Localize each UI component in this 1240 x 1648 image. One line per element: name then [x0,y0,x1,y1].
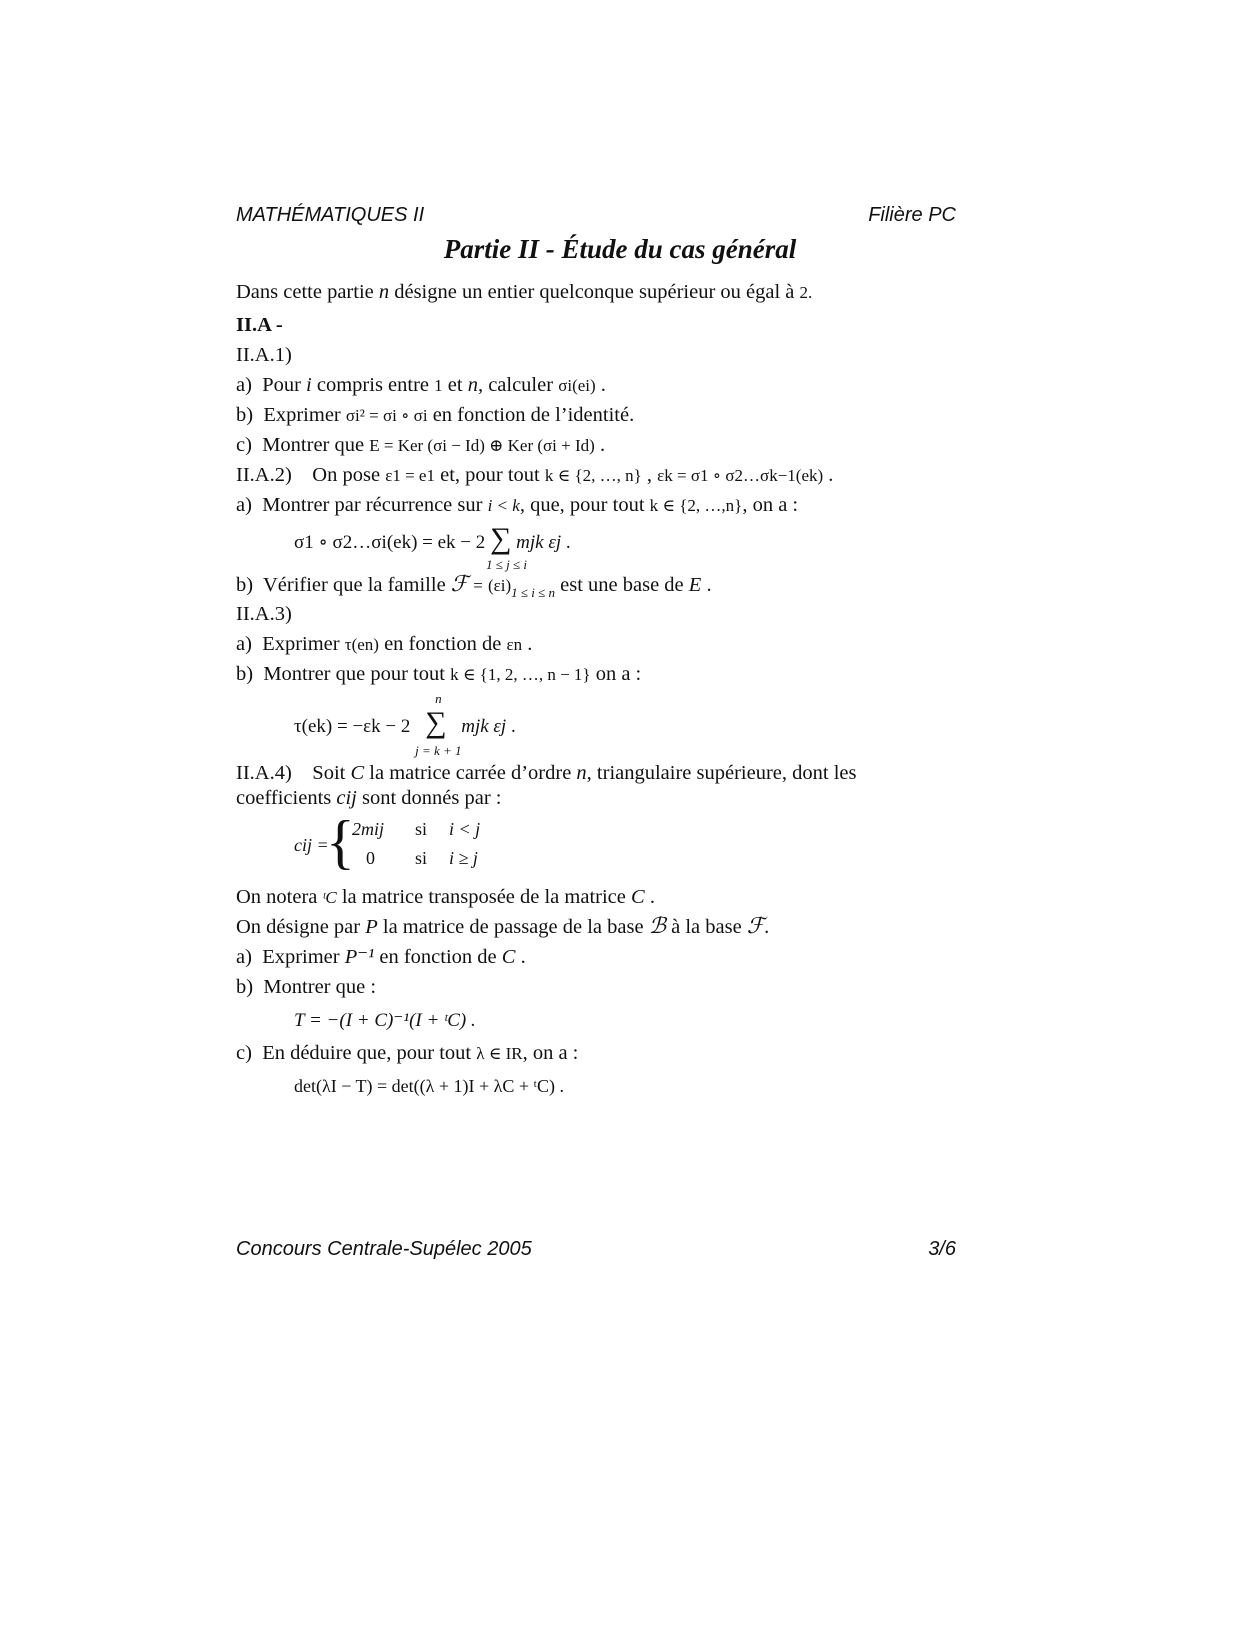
formula: σi(ei) [558,376,596,395]
question-label-1: II.A.1) [236,344,292,366]
exam-page: MATHÉMATIQUES II Filière PC Partie II - Étude du cas général Dans cette partie n désigne un entier quelconque supérieur ou égal à 2. II.A - II.A.1) a) Pour i compris entre 1 et n, calculer σi(ei) . b) Exprimer σi² = σi ∘ σi en fonction de l’identité. c) Montrer que E = Ker (σi − Id) ⊕ Ker (σi + Id) . II.A.2) On pose ε1 = e1 et, pour tout k ∈ {2, …, n} , εk = σ1 ∘ σ2…σk−1(ek) . a) Montrer par récurrence sur i < k, que, pour tout k ∈ {2, …,n}, on a : σ1 ∘ σ2…σi(ek) = ek − 2 ∑ 1 ≤ j ≤ i mjk εj . b) Vérifier que la famille ℱ = $(\varepsilon i)_{1 \le i \le n}$ est une base de E . II.A.3) a) Exprimer τ(en) en fonction de εn . b) Montrer que pour tout k ∈ {1, 2, …, n − 1} on a : τ(ek) = −εk − 2 ∑ n j = k + 1 mjk εj . II.A.4) Soit C la matrice carrée d’ordre n, triangulaire supérieure, dont les coefficients cij sont donnés par : cij = { 2mij si i < j 0 si i ≥ j On notera ᵗC la matrice transposée de la matrice C . On désigne par P la matrice de passage de la base ℬ à la base ℱ. a) Exprimer P⁻¹ en fonction de C . b) Montrer que : T = −(I + C)⁻¹(I + ᵗC) . c) En déduire que, pour tout λ ∈ IR, on a : det(λI − T) = det((λ + 1)I + λC + ᵗC) . Concours Centrale-Supélec 2005 3/6 [0,0,1240,1648]
family-f-symbol: ℱ [450,572,469,597]
header-subject: MATHÉMATIQUES II [236,204,425,226]
question-4a: a) Exprimer P⁻¹ en fonction de C . [236,946,526,968]
intro-line: Dans cette partie n désigne un entier quelconque supérieur ou égal à 2. [236,281,813,303]
question-3a: a) Exprimer τ(en) en fonction de εn . [236,633,533,655]
formula-2a: σ1 ∘ σ2…σi(ek) = ek − 2 ∑ 1 ≤ j ≤ i mjk εj . [294,522,571,572]
note-transpose: On notera ᵗC la matrice transposée de la matrice C . [236,886,655,908]
question-1a: a) Pour i compris entre 1 et n, calculer σi(ei) . [236,374,606,396]
question-4b: b) Montrer que : [236,976,377,998]
formula-4c: det(λI − T) = det((λ + 1)I + λC + ᵗC) . [294,1076,564,1096]
question-2b: b) Vérifier que la famille ℱ = $(\varepsilon i)_{1 \le i \le n}$ est une base de E . [236,572,712,600]
basis-b-symbol: ℬ [648,914,666,939]
question-1c: c) Montrer que E = Ker (σi − Id) ⊕ Ker (σi + Id) . [236,434,606,456]
question-label-3: II.A.3) [236,603,292,625]
question-label-2: II.A.2) On pose ε1 = e1 et, pour tout k ∈ {2, …, n} , εk = σ1 ∘ σ2…σk−1(ek) . [236,464,834,486]
question-label-4: II.A.4) Soit C la matrice carrée d’ordre n, triangulaire supérieure, dont les [236,762,857,784]
formula: E = Ker (σi − Id) ⊕ Ker (σi + Id) [369,436,595,455]
question-4c: c) En déduire que, pour tout λ ∈ IR, on a : [236,1042,579,1064]
part-title: Partie II - Étude du cas général [443,234,797,264]
question-2a: a) Montrer par récurrence sur i < k, que, pour tout k ∈ {2, …,n}, on a : [236,494,799,516]
header-track: Filière PC [868,204,956,226]
basis-f-symbol: ℱ [746,914,765,939]
footer-contest: Concours Centrale-Supélec 2005 [236,1238,532,1260]
question-1b: b) Exprimer σi² = σi ∘ σi en fonction de l’identité. [236,404,635,426]
question-3b: b) Montrer que pour tout k ∈ {1, 2, …, n − 1} on a : [236,663,642,685]
formula-3b: τ(ek) = −εk − 2 ∑ n j = k + 1 mjk εj . [294,691,516,758]
note-passage: On désigne par P la matrice de passage de la base ℬ à la base ℱ. [236,914,770,939]
formula-4b: T = −(I + C)⁻¹(I + ᵗC) . [294,1010,476,1031]
question-4-cont: coefficients cij sont donnés par : [236,787,502,809]
formula: σi² = σi ∘ σi [345,406,428,425]
left-brace: { [326,809,355,875]
page-number: 3/6 [928,1238,956,1260]
section-heading: II.A - [236,314,283,336]
